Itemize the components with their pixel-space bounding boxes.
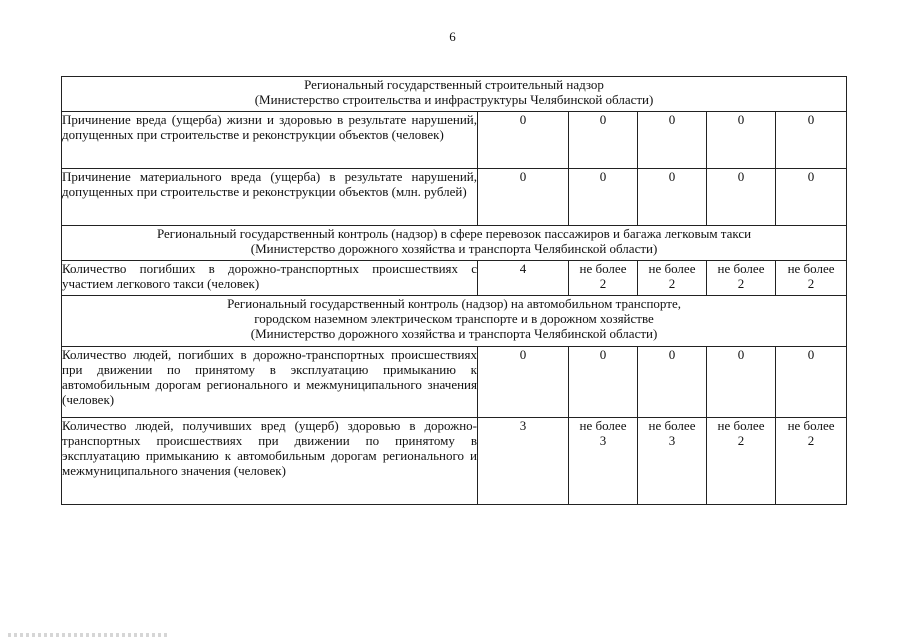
indicator-cell: Количество людей, получивших вред (ущерб) здоровью в дорожно-транспортных происшествиях при движении по принятому в эксплуатацию примыканию к автомобильным дорогам регионального и межмуниципального значения (человек) (62, 418, 478, 505)
value-text: не более (579, 418, 627, 433)
section-title-line: (Министерство дорожного хозяйства и транспорта Челябинской области) (250, 241, 658, 256)
value-cell (478, 261, 569, 296)
section-title-line: (Министерство строительства и инфраструктуры Челябинской области) (254, 92, 654, 107)
value-cell (707, 261, 776, 296)
value-text: не более (787, 418, 835, 433)
indicator-cell: Количество людей, погибших в дорожно-транспортных происшествиях при движении по принятому в эксплуатацию примыканию к автомобильным дорогам регионального и межмуниципального значения (человек) (62, 347, 478, 418)
value-cell (638, 112, 707, 169)
section-title-line: Региональный государственный строительный надзор (304, 77, 604, 92)
value-text: 0 (807, 347, 815, 362)
value-text: 2 (599, 276, 607, 291)
table-row (62, 169, 847, 226)
value-text: 0 (668, 112, 676, 127)
value-cell (707, 347, 776, 418)
indicator-cell: Причинение вреда (ущерба) жизни и здоровью в результате нарушений, допущенных при строительстве и реконструкции объектов (человек) (62, 112, 478, 169)
value-text: 0 (668, 347, 676, 362)
section-header (62, 296, 847, 347)
value-cell (776, 112, 847, 169)
page-number: 6 (449, 29, 456, 44)
value-cell (569, 347, 638, 418)
section-title-line: Региональный государственный контроль (надзор) на автомобильном транспорте, (227, 296, 681, 311)
value-cell (638, 418, 707, 505)
value-text: 0 (519, 112, 527, 127)
value-text: не более (648, 418, 696, 433)
section-header (62, 226, 847, 261)
value-cell (707, 169, 776, 226)
value-cell (707, 418, 776, 505)
value-cell (776, 418, 847, 505)
table-row (62, 347, 847, 418)
value-cell (569, 418, 638, 505)
value-text: 0 (599, 347, 607, 362)
value-text: 0 (737, 169, 745, 184)
indicators-table (61, 76, 847, 505)
value-text: 2 (737, 433, 745, 448)
value-text: 4 (519, 261, 527, 276)
value-text: 0 (519, 347, 527, 362)
section-header-row (62, 296, 847, 347)
value-text: 2 (807, 276, 815, 291)
value-cell (707, 112, 776, 169)
value-text: не более (787, 261, 835, 276)
section-header-row (62, 77, 847, 112)
value-cell (638, 347, 707, 418)
value-text: 2 (807, 433, 815, 448)
value-cell (478, 347, 569, 418)
value-cell (478, 112, 569, 169)
section-title-line: Региональный государственный контроль (надзор) в сфере перевозок пассажиров и багажа легковым такси (156, 226, 752, 241)
value-cell (776, 347, 847, 418)
value-cell (776, 169, 847, 226)
value-text: 0 (599, 112, 607, 127)
indicator-cell: Причинение материального вреда (ущерба) в результате нарушений, допущенных при строительстве и реконструкции объектов (млн. рублей) (62, 169, 478, 226)
value-cell (638, 261, 707, 296)
value-text: 0 (519, 169, 527, 184)
section-title-line: городском наземном электрическом транспорте и в дорожном хозяйстве (254, 311, 654, 326)
table-row (62, 418, 847, 505)
value-cell (478, 169, 569, 226)
scan-artifact (8, 633, 168, 637)
value-text: не более (648, 261, 696, 276)
section-header (62, 77, 847, 112)
value-text: 0 (737, 112, 745, 127)
value-text: 2 (737, 276, 745, 291)
value-cell (478, 418, 569, 505)
value-text: 0 (599, 169, 607, 184)
indicator-cell: Количество погибших в дорожно-транспортных происшествиях с участием легкового такси (человек) (62, 261, 478, 296)
value-text: 2 (668, 276, 676, 291)
value-text: 0 (807, 169, 815, 184)
value-text: 0 (807, 112, 815, 127)
value-text: 0 (668, 169, 676, 184)
value-cell (638, 169, 707, 226)
value-text: 3 (519, 418, 527, 433)
value-text: 0 (737, 347, 745, 362)
value-cell (776, 261, 847, 296)
value-cell (569, 169, 638, 226)
value-cell (569, 261, 638, 296)
value-text: не более (579, 261, 627, 276)
table-row (62, 112, 847, 169)
value-text: 3 (668, 433, 676, 448)
value-cell (569, 112, 638, 169)
value-text: не более (717, 418, 765, 433)
section-title-line: (Министерство дорожного хозяйства и транспорта Челябинской области) (250, 326, 658, 341)
value-text: не более (717, 261, 765, 276)
section-header-row (62, 226, 847, 261)
table-row (62, 261, 847, 296)
value-text: 3 (599, 433, 607, 448)
